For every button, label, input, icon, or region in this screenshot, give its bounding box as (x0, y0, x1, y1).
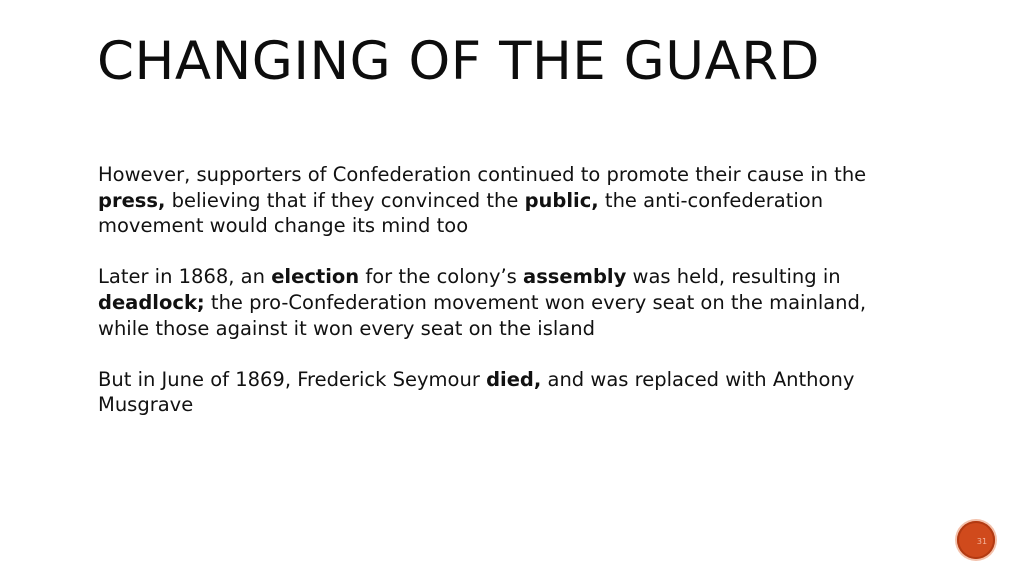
paragraph-election-deadlock (98, 264, 908, 341)
slide-body (98, 162, 908, 444)
bold-term-election: election (271, 265, 360, 289)
text-run: and was replaced with Anthony Musgrave (98, 367, 855, 417)
paragraph-seymour-musgrave (98, 367, 908, 418)
text-run: was held, resulting in (626, 265, 841, 289)
slide-title: CHANGING OF THE GUARD (97, 31, 820, 92)
page-number: 31 (976, 536, 988, 546)
bold-term-deadlock: deadlock; (98, 290, 205, 314)
page-number-badge (957, 521, 995, 559)
text-run: But in June of 1869, Frederick Seymour (98, 367, 487, 391)
text-run: the anti-confederation movement would change its mind too (98, 188, 824, 238)
text-run: the pro-Confederation movement won every seat on the mainland, while those against it won every seat on the island (98, 290, 867, 340)
text-run: However, supporters of Confederation continued to promote their cause in the (98, 163, 867, 186)
paragraph-press-public (98, 162, 908, 239)
bold-term-public: public, (524, 188, 599, 212)
bold-term-press: press, (98, 188, 166, 212)
bold-term-died: died, (486, 367, 542, 391)
text-run: Later in 1868, an (98, 265, 272, 289)
text-run: for the colony’s (359, 265, 524, 289)
text-run: believing that if they convinced the (165, 188, 525, 212)
bold-term-assembly: assembly (523, 265, 627, 289)
